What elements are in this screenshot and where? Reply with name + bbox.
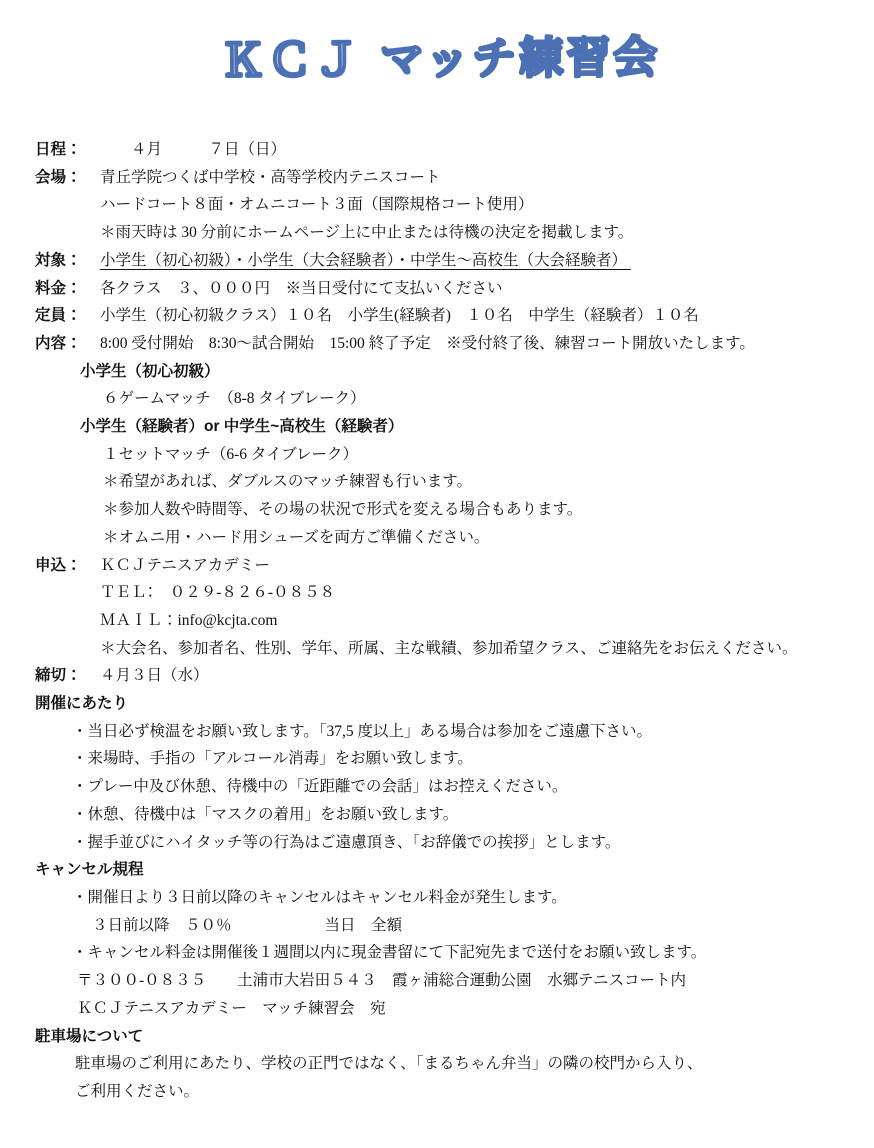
venue-row: [35, 164, 846, 192]
cancel-addressee: ＫＣＪテニスアカデミー マッチ練習会 宛: [77, 999, 386, 1017]
class1-header: 小学生（初心初級）: [80, 362, 220, 380]
apply-mail: ＭＡＩＬ：info@kcjta.com: [100, 611, 278, 629]
cancel-header: キャンセル規程: [35, 861, 144, 879]
apply-row: [35, 552, 846, 580]
cancel-rule-payment: ・キャンセル料金は開催後１週間以内に現金書留にて下記宛先まで送付をお願い致します。: [72, 944, 707, 962]
class2-header: 小学生（経験者）or 中学生~高校生（経験者）: [80, 418, 404, 436]
cancel-fee-schedule: ３日前以降 ５０％ 当日 全額: [92, 916, 403, 934]
parking-line2: ご利用ください。: [75, 1082, 200, 1100]
target-label: 対象：: [35, 251, 82, 269]
format-note-doubles: ＊希望があれば、ダブルスのマッチ練習も行います。: [103, 473, 473, 491]
content-value: 8:00 受付開始 8:30～試合開始 15:00 終了予定 ※受付終了後、練習コート開放いたします。: [100, 334, 755, 352]
apply-note: ＊大会名、参加者名、性別、学年、所属、主な戦績、参加希望クラス、ご連絡先をお伝えください。: [100, 639, 798, 657]
notice-item-greeting: ・握手並びにハイタッチ等の行為はご遠慮頂き、「お辞儀での挨拶」とします。: [72, 833, 621, 851]
fee-row: [35, 275, 846, 303]
apply-label: 申込：: [35, 556, 82, 574]
parking-line1: 駐車場のご利用にあたり、学校の正門ではなく、「まるちゃん弁当」の隣の校門から入り、: [75, 1055, 703, 1073]
notice-item-temperature: ・当日必ず検温をお願い致します。「37,5 度以上」ある場合は参加をご遠慮下さい。: [72, 722, 653, 740]
date-label: 日程：: [35, 141, 82, 158]
notice-item-alcohol: ・来場時、手指の「アルコール消毒」をお願い致します。: [72, 750, 473, 768]
parking-header: 駐車場について: [35, 1027, 144, 1045]
target-value: 小学生（初心初級）・小学生（大会経験者）・中学生～高校生（大会経験者）: [100, 251, 631, 269]
capacity-row: [35, 302, 846, 330]
deadline-row: [35, 662, 846, 690]
notice-item-mask: ・休憩、待機中は「マスクの着用」をお願い致します。: [72, 805, 459, 823]
class2-detail: １セットマッチ（6-6 タイブレーク）: [103, 445, 359, 463]
deadline-value: ４月３日（水）: [100, 667, 209, 685]
class1-detail: ６ゲームマッチ （8-8 タイブレーク）: [103, 390, 366, 408]
page-title: ＫＣＪ マッチ練習会: [220, 32, 661, 87]
venue-value: 青丘学院つくば中学校・高等学校内テニスコート: [100, 168, 441, 186]
target-row: [35, 247, 846, 275]
apply-tel: ＴＥＬ： ０２９‐８２６‐０８５８: [100, 584, 336, 602]
venue-courts: ハードコート８面・オムニコート３面（国際規格コート使用）: [100, 196, 534, 214]
date-value: ４月 ７日（日）: [100, 141, 287, 158]
venue-rain-note: ＊雨天時は 30 分前にホームページ上に中止または待機の決定を掲載します。: [100, 224, 634, 242]
apply-value: ＫＣＪテニスアカデミー: [100, 556, 270, 574]
content-row: [35, 330, 846, 358]
fee-label: 料金：: [35, 279, 82, 297]
capacity-label: 定員：: [35, 307, 82, 325]
venue-label: 会場：: [35, 168, 82, 186]
capacity-value: 小学生（初心初級クラス）１０名 小学生(経験者) １０名 中学生（経験者）１０名: [100, 307, 699, 325]
notice-header: 開催にあたり: [35, 695, 129, 713]
cancel-rule-charge: ・開催日より３日前以降のキャンセルはキャンセル料金が発生します。: [72, 888, 567, 906]
fee-value: 各クラス ３、０００円 ※当日受付にて支払いください: [100, 279, 503, 297]
date-row: [35, 136, 846, 164]
cancel-address: 〒３００‐０８３５ 土浦市大岩田５４３ 霞ヶ浦総合運動公園 水郷テニスコート内: [77, 972, 687, 990]
notice-item-conversation: ・プレー中及び休憩、待機中の「近距離での会話」はお控えください。: [72, 778, 568, 796]
deadline-label: 締切：: [35, 667, 82, 685]
content-label: 内容：: [35, 334, 82, 352]
format-note-shoes: ＊オムニ用・ハード用シューズを両方ご準備ください。: [103, 528, 490, 546]
format-note-change: ＊参加人数や時間等、その場の状況で形式を変える場合もあります。: [103, 501, 583, 519]
